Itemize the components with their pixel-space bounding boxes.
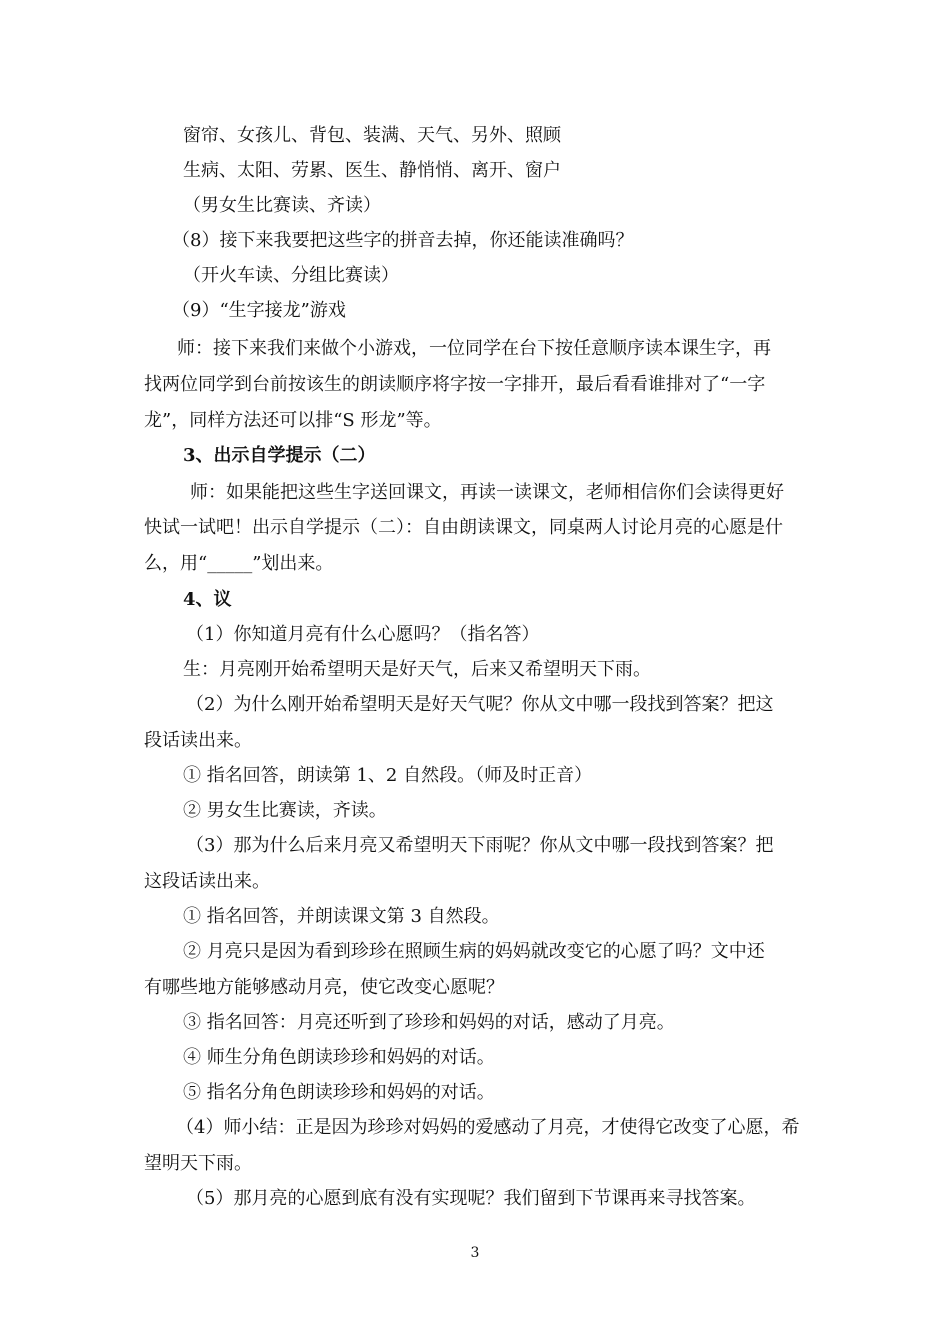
text-line: 生：月亮刚开始希望明天是好天气，后来又希望明天下雨。 — [183, 659, 651, 680]
text-line: （1）你知道月亮有什么心愿吗？（指名答） — [186, 624, 540, 645]
text-line: 师：接下来我们来做个小游戏，一位同学在台下按任意顺序读本课生字，再 — [177, 338, 771, 359]
text-line: 这段话读出来。 — [144, 871, 270, 892]
text-line: （男女生比赛读、齐读） — [183, 195, 381, 216]
text-line: （3）那为什么后来月亮又希望明天下雨呢？你从文中哪一段找到答案？把 — [186, 835, 774, 856]
text-line: 有哪些地方能够感动月亮，使它改变心愿呢？ — [144, 977, 504, 998]
text-line: 生病、太阳、劳累、医生、静悄悄、离开、窗户 — [183, 160, 561, 181]
text-line: 么，用“_____”划出来。 — [144, 553, 334, 574]
text-line: （4）师小结：正是因为珍珍对妈妈的爱感动了月亮，才使得它改变了心愿，希 — [176, 1117, 800, 1138]
text-line: （2）为什么刚开始希望明天是好天气呢？你从文中哪一段找到答案？把这 — [186, 694, 774, 715]
text-line: ① 指名回答，朗读第 1、2 自然段。（师及时正音） — [183, 765, 593, 786]
text-line: （5）那月亮的心愿到底有没有实现呢？我们留到下节课再来寻找答案。 — [186, 1188, 756, 1209]
text-line: （9）“生字接龙”游戏 — [172, 300, 346, 321]
text-line: 快试一试吧！出示自学提示（二）：自由朗读课文，同桌两人讨论月亮的心愿是什 — [144, 517, 783, 538]
page-number: 3 — [470, 1245, 480, 1261]
text-line: （开火车读、分组比赛读） — [183, 265, 399, 286]
text-line: 段话读出来。 — [144, 730, 252, 751]
text-line: ⑤ 指名分角色朗读珍珍和妈妈的对话。 — [183, 1082, 495, 1103]
text-line: 望明天下雨。 — [144, 1153, 252, 1174]
text-line: 师：如果能把这些生字送回课文，再读一读课文，老师相信你们会读得更好 — [190, 482, 784, 503]
text-line: 找两位同学到台前按该生的朗读顺序将字按一字排开，最后看看谁排对了“一字 — [144, 374, 766, 395]
text-line: ① 指名回答，并朗读课文第 3 自然段。 — [183, 906, 500, 927]
text-line: ② 男女生比赛读，齐读。 — [183, 800, 387, 821]
section-heading: 3、出示自学提示（二） — [183, 445, 376, 466]
section-heading: 4、议 — [183, 589, 232, 610]
text-line: ② 月亮只是因为看到珍珍在照顾生病的妈妈就改变它的心愿了吗？文中还 — [183, 941, 765, 962]
text-line: 窗帘、女孩儿、背包、装满、天气、另外、照顾 — [183, 125, 561, 146]
text-line: ③ 指名回答：月亮还听到了珍珍和妈妈的对话，感动了月亮。 — [183, 1012, 675, 1033]
text-line: ④ 师生分角色朗读珍珍和妈妈的对话。 — [183, 1047, 495, 1068]
text-line: （8）接下来我要把这些字的拼音去掉，你还能读准确吗？ — [172, 230, 634, 251]
text-line: 龙”，同样方法还可以排“S 形龙”等。 — [144, 410, 442, 431]
